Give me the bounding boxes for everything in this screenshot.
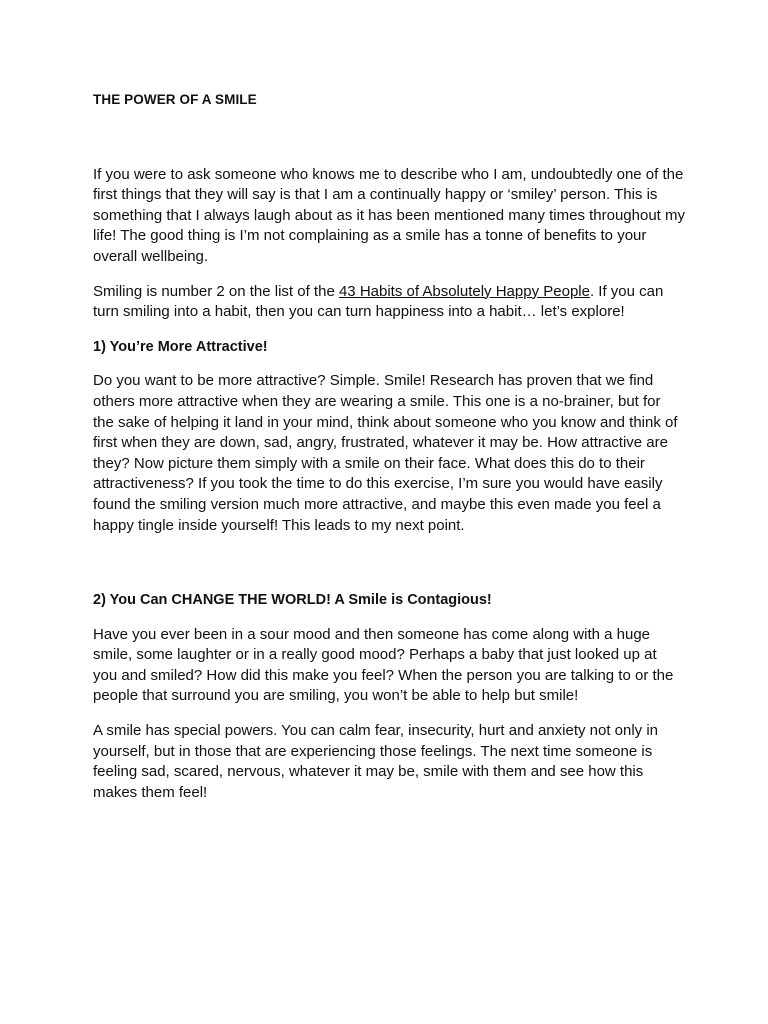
document-title: THE POWER OF A SMILE — [93, 92, 257, 107]
habit-paragraph-text-before: Smiling is number 2 on the list of the — [93, 282, 339, 300]
intro-paragraph: If you were to ask someone who knows me to describe who I am, undoubtedly one of the first things that they will say is that I am a continually happy or ‘smiley’ person. This is something that I always laugh about as it has been mentioned many times throughout my life! The good thing is I’m not complaining as a smile has a tonne of benefits to your overall wellbeing. — [93, 165, 686, 265]
habits-article-link[interactable]: 43 Habits of Absolutely Happy People — [338, 282, 590, 300]
section-2-heading: 2) You Can CHANGE THE WORLD! A Smile is Contagious! — [93, 592, 492, 609]
document-page — [93, 90, 685, 817]
section-1-heading: 1) You’re More Attractive! — [93, 338, 268, 355]
habit-paragraph — [93, 282, 685, 323]
habit-paragraph-text-after: . If you can turn smiling into a habit, then you can turn happiness into a habit… let’s explore! — [93, 282, 664, 321]
section-1-paragraph: Do you want to be more attractive? Simple. Smile! Research has proven that we find others more attractive when they are wearing a smile. This one is a no-brainer, but for the sake of helping it land in your mind, think about someone who you know and think of first when they are down, sad, angry, frustrated, whatever it may be. How attractive are they? Now picture them simply with a smile on their face. What does this do to their attractiveness? If you took the time to do this exercise, I’m sure you would have easily found the smiling version much more attractive, and maybe this even made you feel a happy tingle inside yourself! This leads to my next point. — [93, 372, 678, 534]
section-2-paragraph-1: Have you ever been in a sour mood and then someone has come along with a huge smile, some laughter or in a really good mood? Perhaps a baby that just looked up at you and smiled? How did this make you feel? When the person you are talking to or the people that surround you are smiling, you won’t be able to help but smile! — [93, 625, 674, 705]
section-2-paragraph-2: A smile has special powers. You can calm fear, insecurity, hurt and anxiety not only in yourself, but in those that are experiencing those feelings. The next time someone is feeling sad, scared, nervous, whatever it may be, smile with them and see how this makes them feel! — [93, 722, 659, 801]
